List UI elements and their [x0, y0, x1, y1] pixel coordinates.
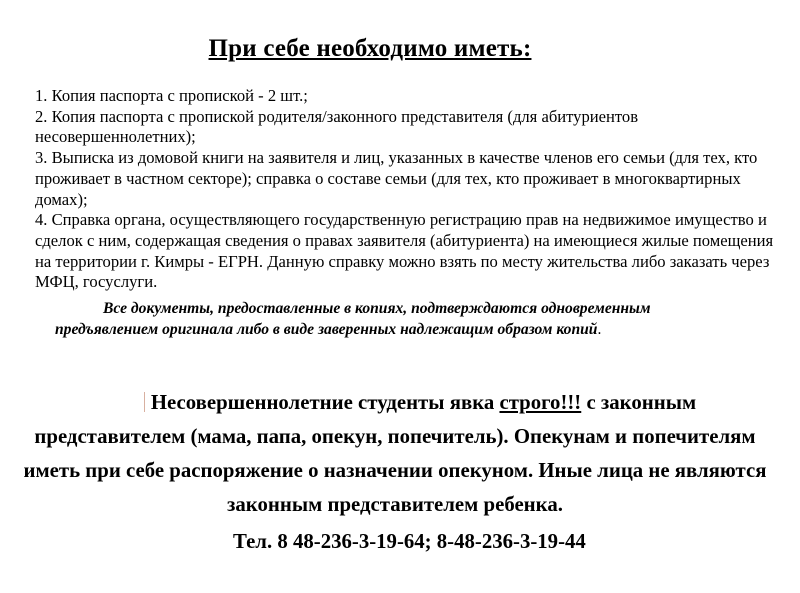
- note-period: .: [597, 321, 602, 338]
- cursor-mark: [144, 392, 151, 412]
- page-title: При себе необходимо иметь:: [208, 35, 532, 62]
- copies-note: [55, 298, 755, 340]
- list-item-text: Копия паспорта с пропиской родителя/законного представителя (для абитуриентов несовершеннолетних);: [35, 106, 639, 147]
- minors-warning: [20, 386, 770, 522]
- documents-list: [35, 86, 775, 293]
- warning-text-2: с законным представителем (мама, папа, опекун, попечитель). Опекунам и попечителям иметь при себе распоряжение о назначении опекуном. Иные лица не являются законным представителем ребенка.: [23, 391, 767, 516]
- list-item-number: 2.: [35, 106, 48, 126]
- warning-emphasis: строго!!!: [499, 391, 582, 414]
- list-item-text: Копия паспорта с пропиской - 2 шт.;: [51, 86, 308, 105]
- list-item-text: Справка органа, осуществляющего государственную регистрацию прав на недвижимое имущество и сделок с ним, содержащая сведения о правах заявителя (абитуриента) на имеющиеся жилые помещения на территории г. Кимры - ЕГРН. Данную справку можно взять по месту жительства либо заказать через МФЦ, госуслуги.: [35, 210, 774, 292]
- note-text: Все документы, предоставленные в копиях, подтверждаются одновременным предъявлением оригинала либо в виде заверенных надлежащим образом копий: [55, 300, 651, 338]
- list-item-4: [35, 210, 775, 293]
- warning-text-1: Несовершеннолетние студенты явка: [150, 391, 500, 414]
- list-item-2: [35, 107, 775, 148]
- list-item-number: 1.: [35, 86, 48, 105]
- list-item-number: 4.: [35, 210, 48, 230]
- list-item-1: [35, 86, 775, 107]
- list-item-number: 3.: [35, 148, 48, 168]
- list-item-text: Выписка из домовой книги на заявителя и лиц, указанных в качестве членов его семьи (для тех, кто проживает в частном секторе); справка о составе семьи (для тех, кто проживает в многоквартирных домах);: [35, 148, 758, 209]
- list-item-3: [35, 148, 775, 210]
- phone-numbers: Тел. 8 48-236-3-19-64; 8-48-236-3-19-44: [233, 530, 586, 553]
